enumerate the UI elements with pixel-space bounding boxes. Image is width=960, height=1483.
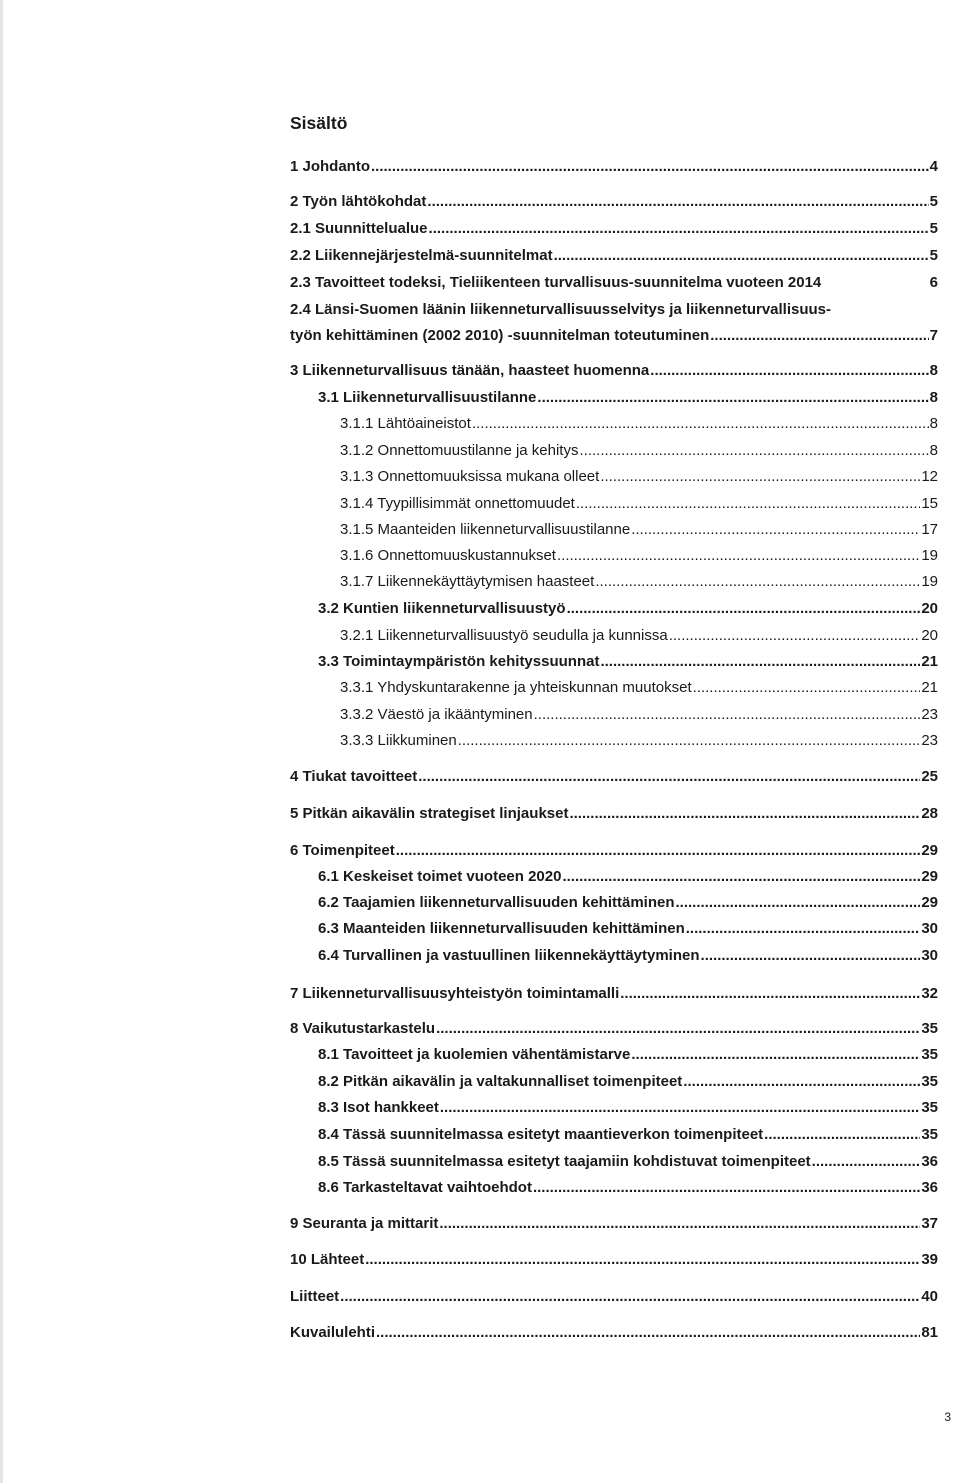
toc-entry-page: 23	[921, 706, 938, 723]
toc-entry-page: 15	[921, 495, 938, 512]
toc-entry-page: 7	[929, 327, 938, 344]
toc-entry-page: 25	[921, 768, 938, 785]
toc-entry-title: 3.2.1 Liikenneturvallisuustyö seudulla ja kunnissa	[340, 627, 668, 644]
toc-entry-page: 29	[921, 842, 938, 859]
toc-entry-10[interactable]	[290, 1250, 938, 1270]
toc-leader-dots	[396, 841, 921, 861]
toc-entry-4[interactable]	[290, 767, 938, 787]
toc-entry-title: 3 Liikenneturvallisuus tänään, haasteet huomenna	[290, 362, 650, 379]
toc-entry-title: 6 Toimenpiteet	[290, 842, 395, 859]
toc-leader-dots	[693, 678, 921, 698]
toc-entry-title: 8.3 Isot hankkeet	[318, 1099, 439, 1116]
toc-leader-dots	[557, 546, 920, 566]
toc-leader-dots	[436, 1019, 920, 1039]
toc-entry-title: 3.1.7 Liikennekäyttäytymisen haasteet	[340, 573, 595, 590]
toc-entry-title: 3.3.3 Liikkuminen	[340, 732, 457, 749]
toc-entry-page: 4	[929, 158, 938, 175]
toc-entry-title: 3.1.3 Onnettomuuksissa mukana olleet	[340, 468, 600, 485]
toc-entry-9[interactable]	[290, 1214, 938, 1234]
toc-entry-title: 8.5 Tässä suunnitelmassa esitetyt taajamiin kohdistuvat toimenpiteet	[318, 1153, 811, 1170]
toc-leader-dots	[562, 867, 920, 887]
toc-entry-page: 5	[929, 220, 938, 237]
toc-entry-8-4[interactable]	[318, 1125, 938, 1145]
toc-entry-title: 8.2 Pitkän aikavälin ja valtakunnalliset toimenpiteet	[318, 1073, 683, 1090]
toc-entry-6-2[interactable]	[318, 893, 938, 913]
toc-entry-title: 6.1 Keskeiset toimet vuoteen 2020	[318, 868, 562, 885]
toc-entry-page: 5	[929, 247, 938, 264]
toc-leader-dots	[812, 1152, 921, 1172]
toc-leader-dots	[429, 219, 929, 239]
toc-entry-3-2-1[interactable]	[340, 626, 938, 646]
toc-entry-3-3-3[interactable]	[340, 731, 938, 751]
toc-leader-dots	[371, 157, 929, 177]
toc-entry-3-2[interactable]	[318, 599, 938, 619]
toc-entry-3-3-1[interactable]	[340, 678, 938, 698]
toc-entry-title: 3.1.2 Onnettomuustilanne ja kehitys	[340, 442, 579, 459]
toc-entry-kuvailulehti[interactable]	[290, 1323, 938, 1343]
toc-entry-page: 28	[921, 805, 938, 822]
toc-entry-8-3[interactable]	[318, 1098, 938, 1118]
toc-entry-title: 8 Vaikutustarkastelu	[290, 1020, 436, 1037]
toc-leader-dots	[534, 705, 921, 725]
toc-entry-8-2[interactable]	[318, 1072, 938, 1092]
toc-leader-dots	[764, 1125, 920, 1145]
toc-entry-page: 39	[921, 1251, 938, 1268]
toc-leader-dots	[418, 767, 920, 787]
toc-entry-3-1-2[interactable]	[340, 441, 938, 461]
toc-entry-title: 7 Liikenneturvallisuusyhteistyön toimintamalli	[290, 985, 620, 1002]
toc-entry-page: 35	[921, 1073, 938, 1090]
toc-entry-3-1-6[interactable]	[340, 546, 938, 566]
toc-entry-title: 8.4 Tässä suunnitelmassa esitetyt maantieverkon toimenpiteet	[318, 1126, 764, 1143]
toc-entry-page: 36	[921, 1153, 938, 1170]
toc-leader-dots	[439, 1214, 920, 1234]
toc-leader-dots	[340, 1287, 920, 1307]
toc-entry-title: 5 Pitkän aikavälin strategiset linjaukset	[290, 805, 569, 822]
toc-entry-2-3[interactable]	[290, 273, 938, 293]
toc-entry-6-3[interactable]	[318, 919, 938, 939]
toc-entry-2-4[interactable]	[290, 300, 938, 320]
toc-leader-dots	[710, 326, 928, 346]
toc-entry-page: 36	[921, 1179, 938, 1196]
toc-entry-5[interactable]	[290, 804, 938, 824]
toc-leader-dots	[683, 1072, 920, 1092]
toc-leader-dots	[533, 1178, 920, 1198]
toc-entry-2[interactable]	[290, 192, 938, 212]
toc-entry-2-1[interactable]	[290, 219, 938, 239]
toc-leader-dots	[676, 893, 921, 913]
toc-entry-title: 2 Työn lähtökohdat	[290, 193, 427, 210]
toc-entry-title: 3.1.6 Onnettomuuskustannukset	[340, 547, 556, 564]
toc-entry-title: 2.4 Länsi-Suomen läänin liikenneturvallisuusselvitys ja liikenneturvallisuus-	[290, 301, 832, 318]
toc-entry-title: 6.3 Maanteiden liikenneturvallisuuden kehittäminen	[318, 920, 685, 937]
toc-entry-page: 37	[921, 1215, 938, 1232]
toc-entry-title: 10 Lähteet	[290, 1251, 365, 1268]
toc-entry-title: 3.3 Toimintaympäristön kehityssuunnat	[318, 653, 600, 670]
toc-entry-title: 2.3 Tavoitteet todeksi, Tieliikenteen turvallisuus-suunnitelma vuoteen 2014	[290, 274, 822, 291]
toc-entry-page: 17	[921, 521, 938, 538]
toc-leader-dots	[620, 984, 920, 1004]
toc-entry-2-2[interactable]	[290, 246, 938, 266]
toc-leader-dots	[631, 1045, 920, 1065]
toc-entry-title: 3.3.2 Väestö ja ikääntyminen	[340, 706, 533, 723]
toc-entry-6-4[interactable]	[318, 946, 938, 966]
toc-entry-8-6[interactable]	[318, 1178, 938, 1198]
toc-entry-title: Kuvailulehti	[290, 1324, 376, 1341]
toc-leader-dots	[579, 441, 928, 461]
toc-entry-title: 8.1 Tavoitteet ja kuolemien vähentämistarve	[318, 1046, 631, 1063]
toc-entry-title: työn kehittäminen (2002 2010) -suunnitelman toteutuminen	[290, 327, 710, 344]
toc-entry-8[interactable]	[290, 1019, 938, 1039]
toc-entry-6[interactable]	[290, 841, 938, 861]
toc-leader-dots	[595, 572, 920, 592]
toc-entry-3-3[interactable]	[318, 652, 938, 672]
toc-entry-title: 3.2 Kuntien liikenneturvallisuustyö	[318, 600, 566, 617]
toc-entry-page: 20	[921, 627, 938, 644]
toc-entry-2-4-cont[interactable]	[290, 326, 938, 346]
toc-entry-3-3-2[interactable]	[340, 705, 938, 725]
toc-entry-3-1-5[interactable]	[340, 520, 938, 540]
toc-entry-title: 6.4 Turvallinen ja vastuullinen liikennekäyttäytyminen	[318, 947, 700, 964]
toc-entry-3[interactable]	[290, 361, 938, 381]
toc-leader-dots	[440, 1098, 920, 1118]
toc-leader-dots	[554, 246, 929, 266]
toc-leader-dots	[472, 414, 929, 434]
toc-entry-title: 3.3.1 Yhdyskuntarakenne ja yhteiskunnan muutokset	[340, 679, 692, 696]
toc-entry-page: 35	[921, 1099, 938, 1116]
toc-entry-3-1[interactable]	[318, 388, 938, 408]
toc-entry-page: 19	[921, 573, 938, 590]
toc-entry-7[interactable]	[290, 984, 938, 1004]
toc-entry-page: 81	[921, 1324, 938, 1341]
toc-leader-dots	[365, 1250, 920, 1270]
toc-leader-dots	[567, 599, 921, 619]
toc-entry-3-1-1[interactable]	[340, 414, 938, 434]
toc-leader-dots	[458, 731, 921, 751]
toc-entry-page: 8	[929, 415, 938, 432]
toc-entry-page: 30	[921, 947, 938, 964]
toc-entry-page: 8	[929, 362, 938, 379]
toc-entry-page: 20	[921, 600, 938, 617]
toc-entry-page: 35	[921, 1126, 938, 1143]
toc-entry-6-1[interactable]	[318, 867, 938, 887]
toc-leader-dots	[686, 919, 921, 939]
toc-leader-dots	[600, 652, 920, 672]
toc-entry-3-1-7[interactable]	[340, 572, 938, 592]
toc-leader-dots	[701, 946, 921, 966]
toc-entry-page: 8	[929, 389, 938, 406]
toc-entry-title: 1 Johdanto	[290, 158, 371, 175]
toc-entry-title: 3.1.5 Maanteiden liikenneturvallisuustilanne	[340, 521, 631, 538]
toc-heading: Sisältö	[290, 113, 348, 133]
toc-leader-dots	[669, 626, 921, 646]
toc-entry-page: 5	[929, 193, 938, 210]
toc-entry-page: 23	[921, 732, 938, 749]
toc-entry-title: 6.2 Taajamien liikenneturvallisuuden kehittäminen	[318, 894, 675, 911]
toc-entry-title: 3.1.1 Lähtöaineistot	[340, 415, 471, 432]
toc-entry-page: 35	[921, 1046, 938, 1063]
toc-entry-8-1[interactable]	[318, 1045, 938, 1065]
toc-entry-title: 9 Seuranta ja mittarit	[290, 1215, 439, 1232]
toc-entry-title: 2.2 Liikennejärjestelmä-suunnitelmat	[290, 247, 553, 264]
toc-entry-page: 8	[929, 442, 938, 459]
toc-entry-8-5[interactable]	[318, 1152, 938, 1172]
toc-entry-liitteet[interactable]	[290, 1287, 938, 1307]
toc-entry-title: 2.1 Suunnittelualue	[290, 220, 428, 237]
toc-leader-dots	[600, 467, 920, 487]
toc-entry-page: 35	[921, 1020, 938, 1037]
toc-leader-dots	[376, 1323, 920, 1343]
toc-entry-page: 40	[921, 1288, 938, 1305]
toc-entry-page: 30	[921, 920, 938, 937]
toc-entry-3-1-3[interactable]	[340, 467, 938, 487]
toc-entry-page: 32	[921, 985, 938, 1002]
toc-leader-dots	[631, 520, 920, 540]
toc-entry-3-1-4[interactable]	[340, 494, 938, 514]
toc-entry-page: 12	[921, 468, 938, 485]
toc-leader-dots	[537, 388, 928, 408]
toc-entry-title: 8.6 Tarkasteltavat vaihtoehdot	[318, 1179, 532, 1196]
toc-entry-page: 19	[921, 547, 938, 564]
toc-entry-title: 3.1 Liikenneturvallisuustilanne	[318, 389, 537, 406]
toc-entry-page: 21	[921, 653, 938, 670]
toc-entry-page: 21	[921, 679, 938, 696]
toc-leader-dots	[650, 361, 928, 381]
toc-entry-title: 3.1.4 Tyypillisimmät onnettomuudet	[340, 495, 575, 512]
toc-entry-page: 29	[921, 894, 938, 911]
toc-entry-page: 29	[921, 868, 938, 885]
toc-entry-1[interactable]	[290, 157, 938, 177]
toc-entry-title: 4 Tiukat tavoitteet	[290, 768, 418, 785]
toc-leader-dots	[427, 192, 928, 212]
toc-leader-dots	[569, 804, 920, 824]
toc-entry-title: Liitteet	[290, 1288, 340, 1305]
page-number: 3	[944, 1410, 951, 1424]
toc-entry-page: 6	[929, 274, 938, 291]
toc-leader-dots	[576, 494, 920, 514]
